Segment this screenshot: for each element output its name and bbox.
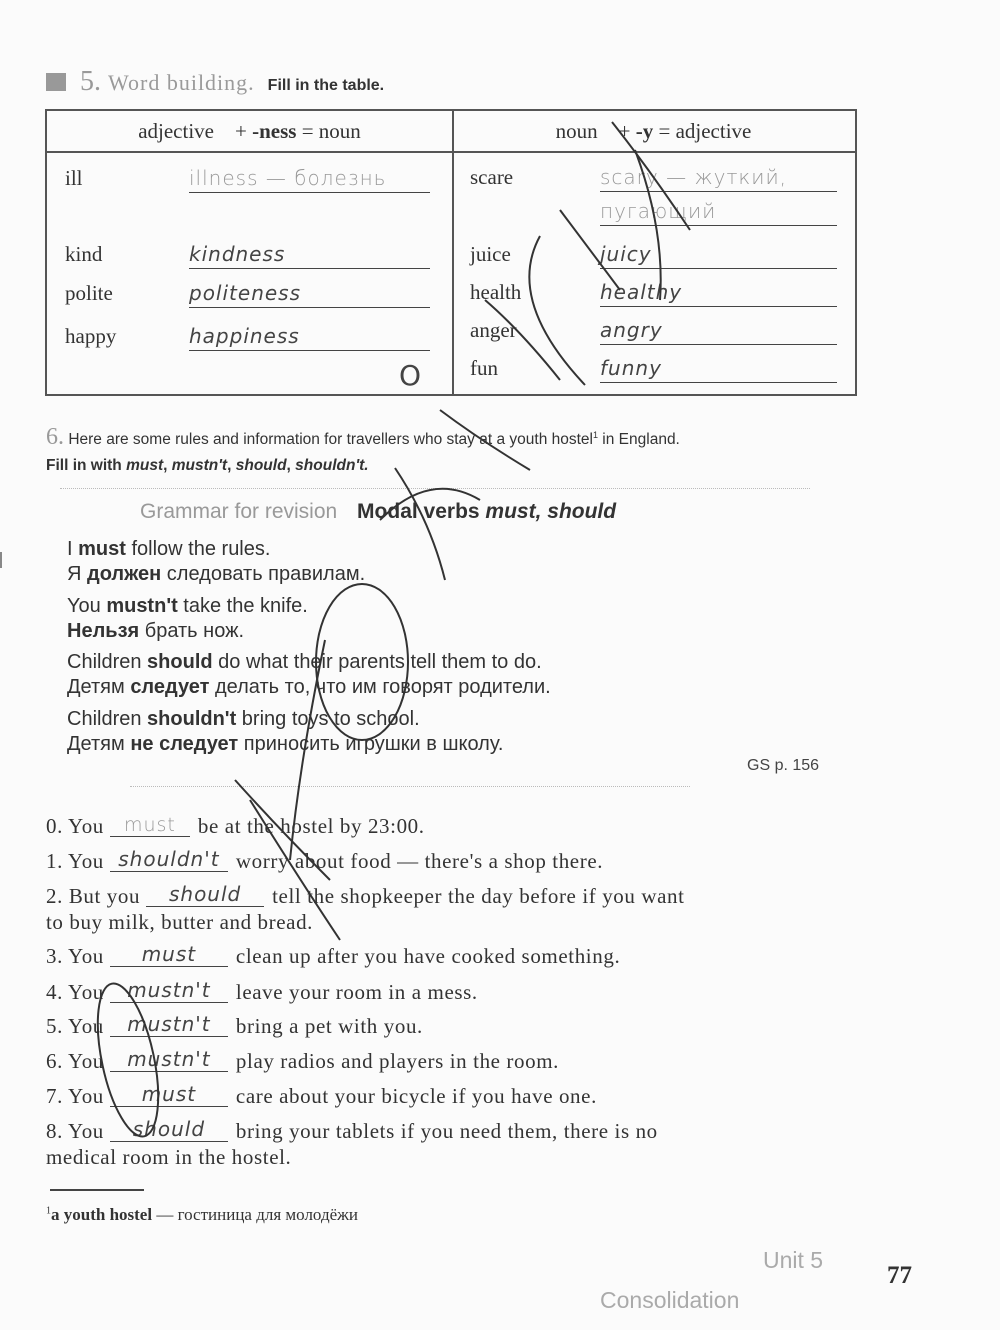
answer-field[interactable]: kindness bbox=[189, 242, 430, 269]
answer-field[interactable]: illness — болезнь bbox=[189, 166, 430, 193]
ex-pre: Детям bbox=[67, 733, 131, 755]
table-header-ness bbox=[47, 111, 452, 153]
ex-post: bring toys to school. bbox=[236, 708, 420, 730]
grammar-label: Grammar for revision bbox=[140, 500, 338, 523]
sentence-post: bring a pet with you. bbox=[235, 1014, 423, 1038]
ex-bold: должен bbox=[87, 563, 162, 585]
sentence-number: 4. bbox=[46, 980, 63, 1004]
sentence-post: worry about food — there's a shop there. bbox=[235, 849, 604, 873]
ex-bold: should bbox=[147, 651, 213, 673]
sentence-pre: You bbox=[68, 1119, 104, 1143]
fill-word: should bbox=[235, 457, 287, 475]
ex-post: делать то, что им говорят родители. bbox=[209, 676, 551, 698]
exercise-sentence bbox=[46, 882, 866, 935]
base-word: kind bbox=[65, 242, 103, 266]
answer-text: mustn't bbox=[127, 1012, 211, 1036]
answer-field[interactable]: juicy bbox=[600, 242, 837, 269]
sentence-post: bring your tablets if you need them, there is no bbox=[235, 1119, 658, 1143]
sentence-post: clean up after you have cooked something. bbox=[235, 944, 621, 968]
grammar-translation bbox=[67, 732, 503, 757]
fill-instruction: Fill in with must, mustn't, should, shouldn't. bbox=[46, 457, 369, 475]
base-word: scare bbox=[470, 165, 514, 189]
fill-word: shouldn't. bbox=[295, 457, 369, 475]
sentence-pre: You bbox=[68, 980, 104, 1004]
exercise-sentence bbox=[46, 978, 866, 1005]
exercise-number: 5. bbox=[80, 66, 101, 97]
answer-field-continued[interactable]: пугающий bbox=[600, 199, 837, 226]
exercise-sentence bbox=[46, 847, 866, 874]
divider bbox=[130, 786, 690, 787]
page-number: 77 bbox=[887, 1262, 912, 1289]
answer-field[interactable]: happiness bbox=[189, 324, 430, 351]
base-word: happy bbox=[65, 324, 117, 348]
ex-bold: следует bbox=[130, 676, 210, 698]
ex-bold: mustn't bbox=[106, 595, 178, 617]
ex-pre: Children bbox=[67, 708, 148, 730]
sentence-pre: You bbox=[68, 1049, 104, 1073]
base-word: anger bbox=[470, 318, 517, 342]
answer-field[interactable]: politeness bbox=[189, 281, 430, 308]
header-result: noun bbox=[318, 119, 361, 143]
unit-label: Unit 5 bbox=[763, 1247, 824, 1273]
pair-work-icon bbox=[46, 73, 66, 91]
footnote-translation: гостиница для молодёжи bbox=[177, 1205, 358, 1224]
sentence-pre: You bbox=[68, 1014, 104, 1038]
ex-post: do what their parents tell them to do. bbox=[212, 651, 542, 673]
header-plus: + bbox=[235, 119, 247, 143]
header-term: noun bbox=[555, 119, 598, 143]
exercise-5-header bbox=[46, 66, 384, 98]
answer-text: must bbox=[141, 1082, 197, 1106]
fill-prefix: Fill in with bbox=[46, 457, 127, 475]
answer-text: should bbox=[168, 882, 242, 906]
base-word: polite bbox=[65, 281, 113, 305]
answer-text: should bbox=[132, 1117, 206, 1141]
ex-post: follow the rules. bbox=[125, 538, 271, 560]
sentence-post: tell the shopkeeper the day before if you want bbox=[272, 884, 685, 908]
answer-blank[interactable] bbox=[110, 1012, 228, 1037]
answer-text: shouldn't bbox=[118, 847, 220, 871]
intro-text-end: in England. bbox=[598, 431, 680, 449]
word-building-table bbox=[45, 109, 857, 396]
table-header-y bbox=[452, 111, 855, 153]
ex-bold: не следует bbox=[130, 733, 239, 755]
table-column-y bbox=[452, 111, 855, 394]
answer-field[interactable]: healthy bbox=[600, 280, 837, 307]
answer-blank[interactable] bbox=[110, 1047, 228, 1072]
sentence-post: play radios and players in the room. bbox=[235, 1049, 560, 1073]
ex-post: take the knife. bbox=[177, 595, 308, 617]
divider bbox=[60, 488, 810, 489]
ex-post: приносить игрушки в школу. bbox=[238, 733, 504, 755]
answer-field[interactable]: scary — жуткий, bbox=[600, 165, 837, 192]
sentence-number: 8. bbox=[46, 1119, 63, 1143]
sentence-number: 3. bbox=[46, 944, 63, 968]
sentence-number: 6. bbox=[46, 1049, 63, 1073]
answer-field[interactable]: funny bbox=[600, 356, 837, 383]
answer-text: must bbox=[123, 814, 176, 836]
section-label: Consolidation bbox=[600, 1287, 740, 1313]
answer-blank[interactable] bbox=[110, 942, 228, 967]
sentence-pre: But you bbox=[68, 884, 141, 908]
ex-bold: shouldn't bbox=[147, 708, 237, 730]
footnote-ref[interactable]: 1 bbox=[592, 430, 598, 440]
grade-mark: O bbox=[399, 359, 423, 392]
header-suffix: -ness bbox=[252, 119, 297, 143]
sentence-number: 1. bbox=[46, 849, 63, 873]
header-equals: = bbox=[658, 119, 671, 143]
sentence-number: 2. bbox=[46, 884, 63, 908]
base-word: health bbox=[470, 280, 522, 304]
grammar-example bbox=[67, 594, 308, 619]
grammar-example bbox=[67, 707, 420, 732]
answer-blank[interactable] bbox=[146, 882, 264, 907]
answer-blank[interactable] bbox=[110, 1117, 228, 1142]
sentence-pre: You bbox=[68, 1084, 104, 1108]
exercise-sentence bbox=[46, 1082, 866, 1109]
exercise-sentence bbox=[46, 942, 866, 969]
ex-post: брать нож. bbox=[139, 620, 245, 642]
header-result: adjective bbox=[675, 119, 752, 143]
ex-pre: You bbox=[67, 595, 107, 617]
answer-text: mustn't bbox=[127, 1047, 211, 1071]
answer-blank[interactable] bbox=[110, 812, 190, 837]
header-plus: + bbox=[618, 119, 631, 143]
ex-pre: Children bbox=[67, 651, 148, 673]
ex-bold: must bbox=[78, 538, 126, 560]
intro-text: Here are some rules and information for travellers who stay at a youth hostel bbox=[68, 431, 593, 449]
footnote bbox=[46, 1205, 358, 1225]
exercise-sentence bbox=[46, 1047, 866, 1074]
grammar-example bbox=[67, 650, 542, 675]
sentence-pre: You bbox=[68, 814, 104, 838]
answer-blank[interactable] bbox=[110, 978, 228, 1003]
sentence-pre: You bbox=[68, 849, 104, 873]
table-column-ness bbox=[47, 111, 454, 394]
header-equals: = bbox=[301, 119, 314, 143]
margin-mark bbox=[0, 552, 2, 568]
exercise-title: Word building. bbox=[108, 70, 255, 95]
sentence-number: 0. bbox=[46, 814, 63, 838]
base-word: juice bbox=[470, 242, 511, 266]
exercise-6-intro bbox=[46, 422, 876, 479]
answer-field[interactable]: angry bbox=[600, 318, 837, 345]
grammar-reference: GS p. 156 bbox=[747, 757, 820, 774]
exercise-number: 6. bbox=[46, 424, 64, 451]
base-word: ill bbox=[65, 166, 83, 190]
sentence-continuation: to buy milk, butter and bread. bbox=[46, 910, 314, 934]
ex-post: следовать правилам. bbox=[161, 563, 366, 585]
answer-blank[interactable] bbox=[110, 1082, 228, 1107]
sentence-continuation: medical room in the hostel. bbox=[46, 1145, 292, 1169]
grammar-translation bbox=[67, 619, 244, 644]
footnote-divider bbox=[50, 1189, 144, 1191]
header-term: adjective bbox=[138, 119, 214, 143]
ex-pre: Детям bbox=[67, 676, 131, 698]
sentence-post: leave your room in a mess. bbox=[235, 980, 478, 1004]
footnote-term: a youth hostel bbox=[51, 1205, 153, 1224]
sentence-post: care about your bicycle if you have one. bbox=[235, 1084, 597, 1108]
sentence-pre: You bbox=[68, 944, 104, 968]
grammar-box-header bbox=[140, 500, 616, 524]
footnote-number: 1 bbox=[46, 1205, 51, 1217]
grammar-translation bbox=[67, 675, 551, 700]
grammar-title-text: Modal verbs bbox=[357, 500, 486, 523]
header-suffix: -y bbox=[635, 119, 654, 143]
ex-pre: Я bbox=[67, 563, 87, 585]
base-word: fun bbox=[470, 356, 498, 380]
grammar-example bbox=[67, 537, 270, 562]
fill-word: must bbox=[126, 457, 164, 475]
exercise-instruction: Fill in the table. bbox=[267, 77, 385, 94]
fill-word: mustn't bbox=[171, 457, 228, 475]
exercise-sentence bbox=[46, 812, 866, 839]
grammar-title-italic: must, should bbox=[485, 500, 617, 523]
exercise-sentence bbox=[46, 1012, 866, 1039]
answer-blank[interactable] bbox=[110, 847, 228, 872]
grammar-title bbox=[357, 500, 616, 523]
footnote-dash: — bbox=[152, 1205, 178, 1224]
ex-pre: I bbox=[67, 538, 79, 560]
answer-text: mustn't bbox=[127, 978, 211, 1002]
sentence-post: be at the hostel by 23:00. bbox=[197, 814, 425, 838]
ex-bold: Нельзя bbox=[67, 620, 140, 642]
sentence-number: 7. bbox=[46, 1084, 63, 1108]
sentence-number: 5. bbox=[46, 1014, 63, 1038]
answer-text: must bbox=[141, 942, 197, 966]
exercise-sentence bbox=[46, 1117, 866, 1170]
grammar-translation bbox=[67, 562, 365, 587]
